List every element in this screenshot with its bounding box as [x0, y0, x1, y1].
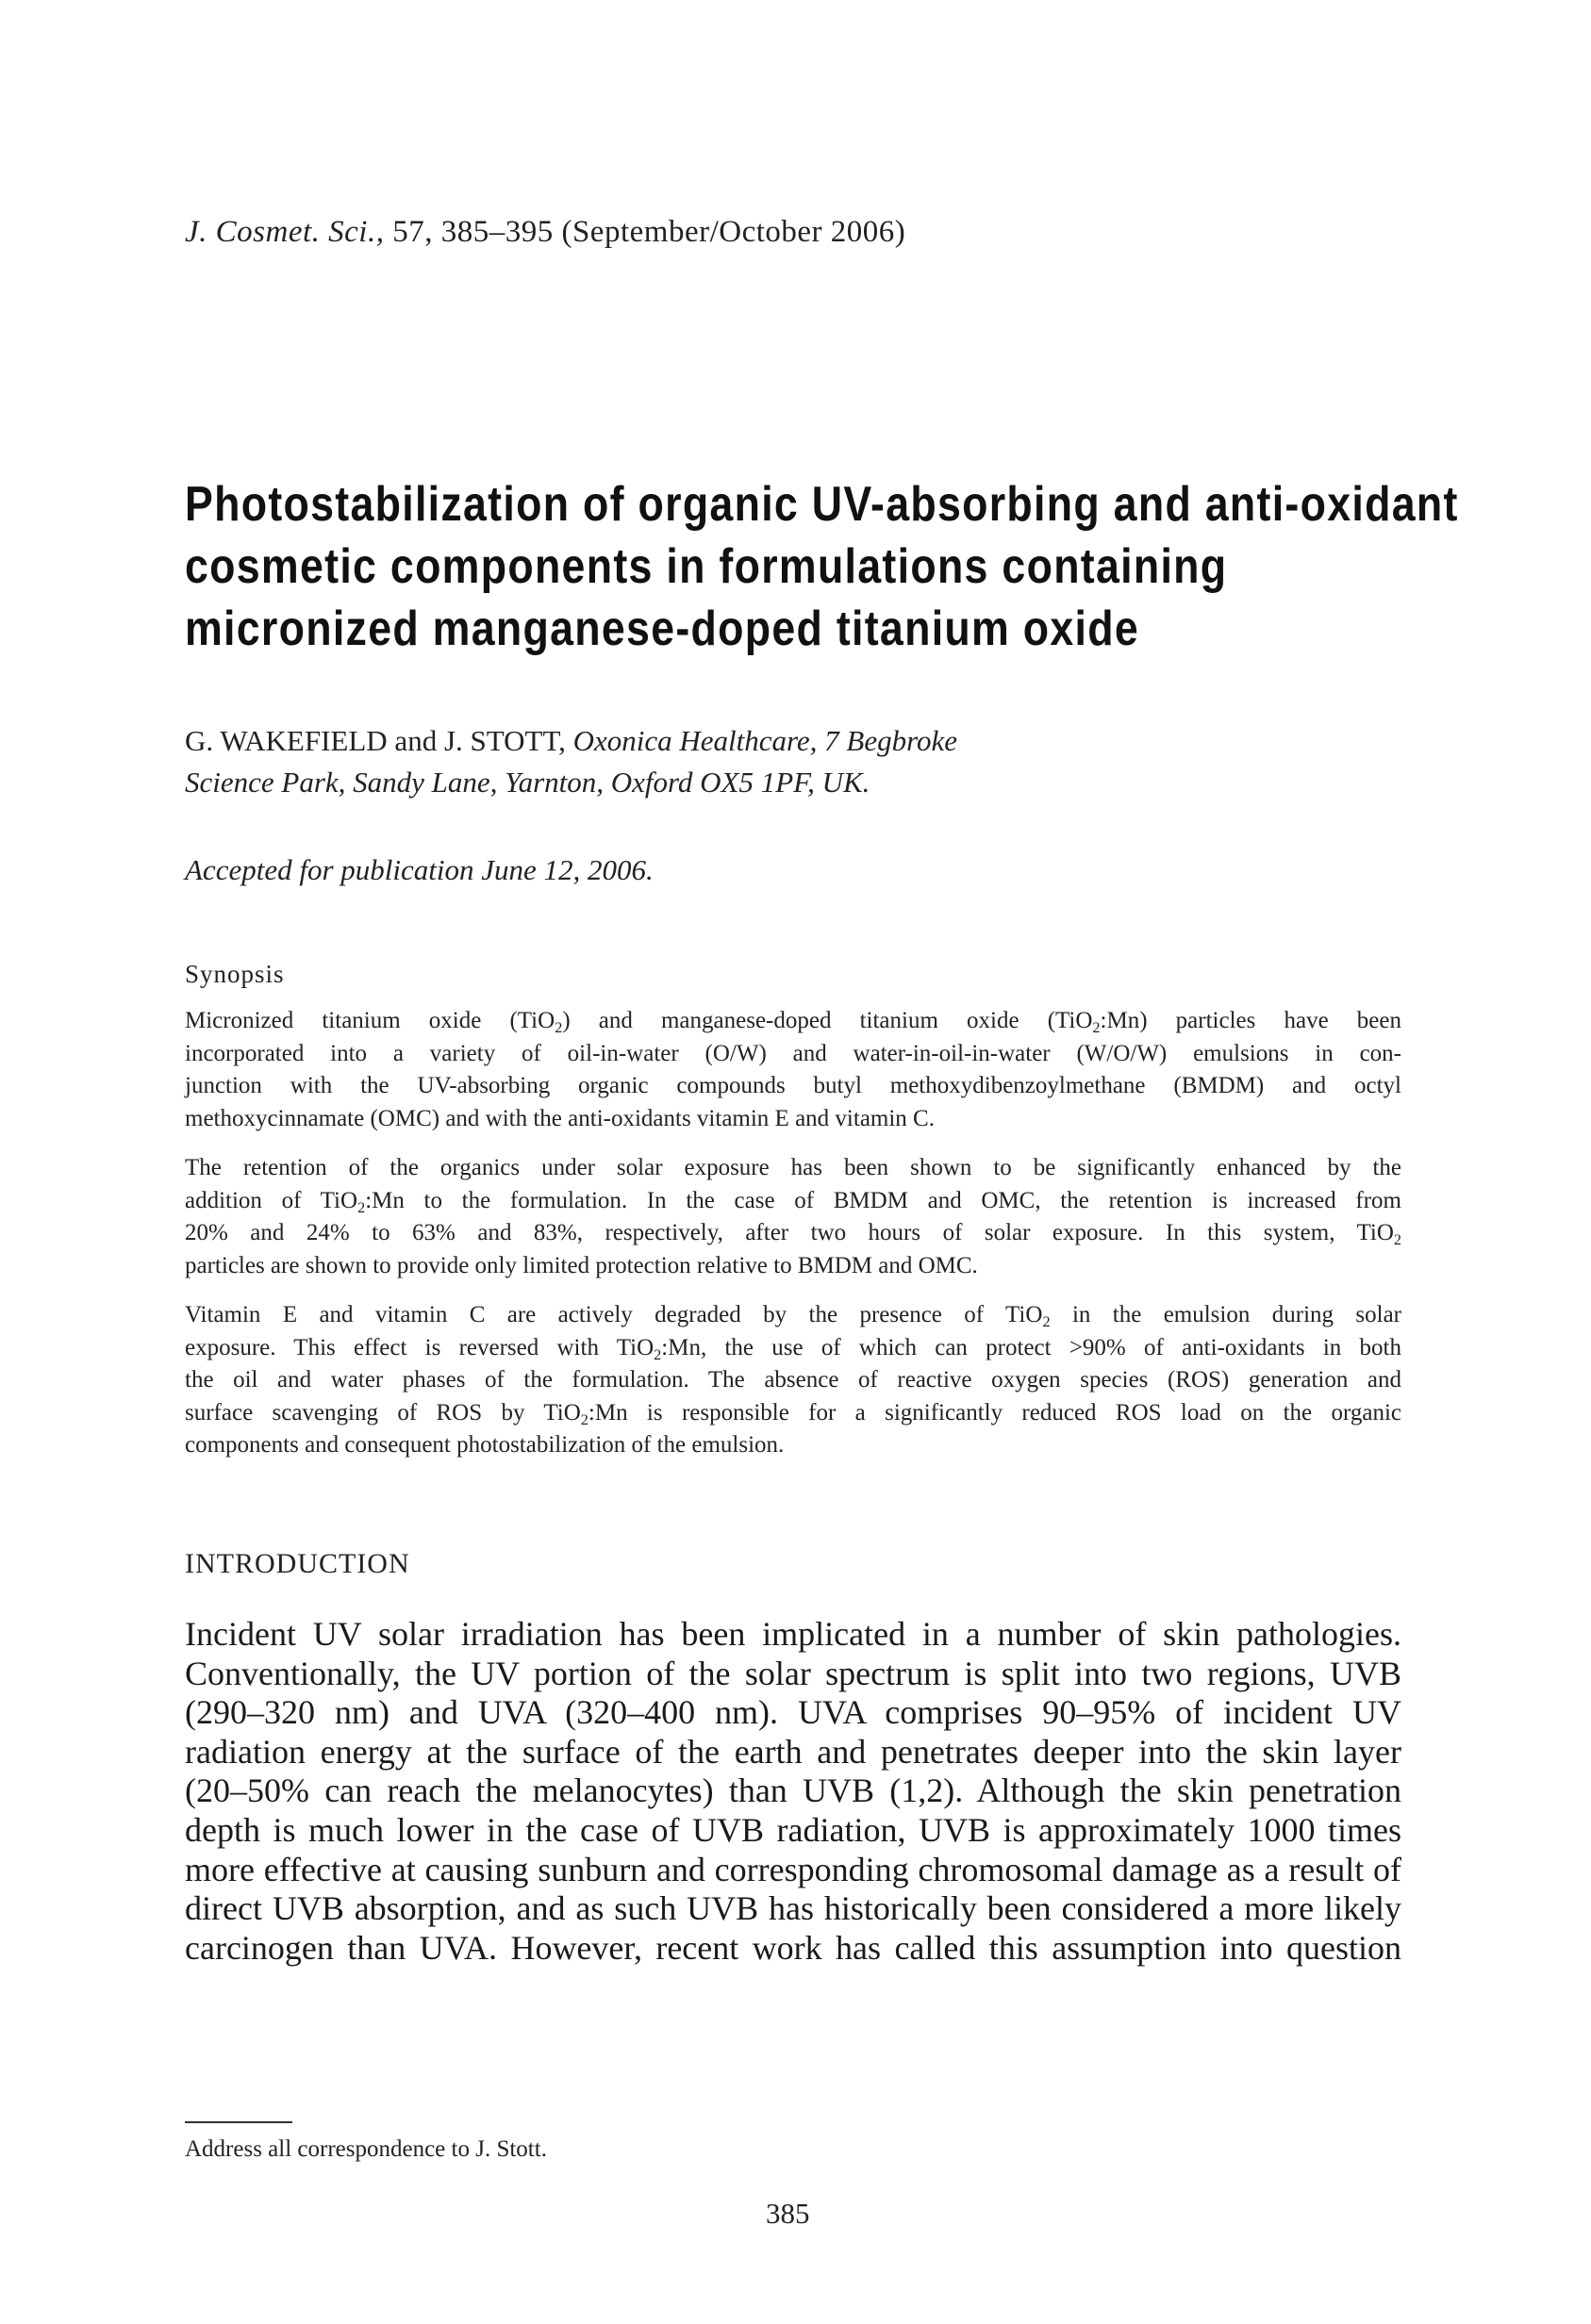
author-line-1 [185, 720, 957, 762]
synopsis-paragraph-1 [185, 1005, 1401, 1135]
intro-line: direct UVB absorption, and as such UVB has historically been considered a more likely [185, 1889, 1401, 1928]
text-run: Micronized titanium oxide (TiO [185, 1008, 555, 1033]
synopsis-body [185, 1005, 1401, 1479]
subscript: 2 [580, 1410, 588, 1428]
synopsis-line [185, 1005, 1401, 1038]
synopsis-paragraph-3 [185, 1299, 1401, 1462]
text-run: :Mn to the formulation. In the case of BMDM and OMC, the retention is increased from [365, 1187, 1402, 1213]
synopsis-line [185, 1217, 1401, 1250]
author-block [185, 720, 957, 803]
subscript: 2 [1092, 1018, 1101, 1036]
affiliation-part-2: Science Park, Sandy Lane, Yarnton, Oxford OX5 1PF, UK. [185, 766, 870, 799]
synopsis-line: junction with the UV-absorbing organic compounds butyl methoxydibenzoylmethane (BMDM) and octyl [185, 1073, 1401, 1098]
synopsis-heading: Synopsis [185, 960, 285, 988]
title-line-3: micronized manganese-doped titanium oxide [185, 602, 1140, 656]
intro-line: Conventionally, the UV portion of the solar spectrum is split into two regions, UVB [185, 1654, 1401, 1692]
accepted-date: Accepted for publication June 12, 2006. [185, 853, 654, 886]
footnote-divider [185, 2121, 292, 2123]
synopsis-line: the oil and water phases of the formulation. The absence of reactive oxygen species (ROS) generation and [185, 1367, 1401, 1393]
intro-line: depth is much lower in the case of UVB radiation, UVB is approximately 1000 times [185, 1810, 1401, 1849]
subscript: 2 [1393, 1230, 1401, 1248]
intro-line: (290–320 nm) and UVA (320–400 nm). UVA comprises 90–95% of incident UV [185, 1693, 1401, 1732]
text-run: :Mn is responsible for a significantly reduced ROS load on the organic [588, 1399, 1402, 1426]
intro-line: Incident UV solar irradiation has been implicated in a number of skin pathologies. [185, 1615, 1401, 1653]
introduction-body [185, 1615, 1401, 1968]
synopsis-line: particles are shown to provide only limited protection relative to BMDM and OMC. [185, 1252, 978, 1278]
article-title [185, 473, 1459, 660]
text-run: exposure. This effect is reversed with TiO [185, 1334, 655, 1360]
subscript: 2 [357, 1198, 366, 1216]
affiliation-part-1: Oxonica Healthcare, 7 Begbroke [572, 724, 958, 757]
footnote: Address all correspondence to J. Stott. [185, 2136, 547, 2162]
synopsis-line: The retention of the organics under solar exposure has been shown to be significantly enhanced by the [185, 1155, 1401, 1180]
text-run: :Mn) particles have been [1100, 1008, 1401, 1033]
journal-abbrev: J. Cosmet. Sci., [185, 215, 385, 249]
synopsis-paragraph-2 [185, 1152, 1401, 1282]
volume-pages: 57, 385–395 (September/October 2006) [392, 215, 906, 249]
intro-line: carcinogen than UVA. However, recent work has called this assumption into question [185, 1928, 1401, 1967]
intro-line: (20–50% can reach the melanocytes) than UVB (1,2). Although the skin penetration [185, 1772, 1401, 1810]
intro-line: more effective at causing sunburn and corresponding chromosomal damage as a result of [185, 1850, 1401, 1888]
text-run: addition of TiO [185, 1187, 358, 1213]
synopsis-line [185, 1299, 1401, 1332]
text-run: Vitamin E and vitamin C are actively degraded by the presence of TiO [185, 1302, 1043, 1327]
text-run: ) and manganese-doped titanium oxide (TiO [562, 1008, 1093, 1033]
intro-line: radiation energy at the surface of the earth and penetrates deeper into the skin layer [185, 1732, 1401, 1771]
section-heading-introduction: INTRODUCTION [185, 1548, 410, 1579]
page-number: 385 [766, 2197, 810, 2230]
title-line-1: Photostabilization of organic UV-absorbing and anti-oxidant [185, 477, 1459, 532]
synopsis-line [185, 1397, 1401, 1430]
text-run: in the emulsion during solar [1050, 1302, 1401, 1327]
running-head [185, 215, 905, 250]
synopsis-line: components and consequent photostabilization of the emulsion. [185, 1432, 785, 1458]
synopsis-line: methoxycinnamate (OMC) and with the anti-oxidants vitamin E and vitamin C. [185, 1105, 935, 1131]
text-run: surface scavenging of ROS by TiO [185, 1399, 581, 1426]
subscript: 2 [555, 1018, 563, 1036]
title-line-2: cosmetic components in formulations containing [185, 539, 1228, 594]
text-run: :Mn, the use of which can protect >90% of anti-oxidants in both [661, 1334, 1401, 1360]
text-run: 20% and 24% to 63% and 83%, respectively, after two hours of solar exposure. In this system, TiO [185, 1220, 1394, 1245]
synopsis-line [185, 1332, 1401, 1365]
author-names: G. WAKEFIELD and J. STOTT, [185, 724, 566, 757]
synopsis-line [185, 1185, 1401, 1218]
synopsis-line: incorporated into a variety of oil-in-water (O/W) and water-in-oil-in-water (W/O/W) emulsions in con- [185, 1040, 1401, 1066]
subscript: 2 [1042, 1312, 1051, 1330]
subscript: 2 [654, 1345, 662, 1363]
